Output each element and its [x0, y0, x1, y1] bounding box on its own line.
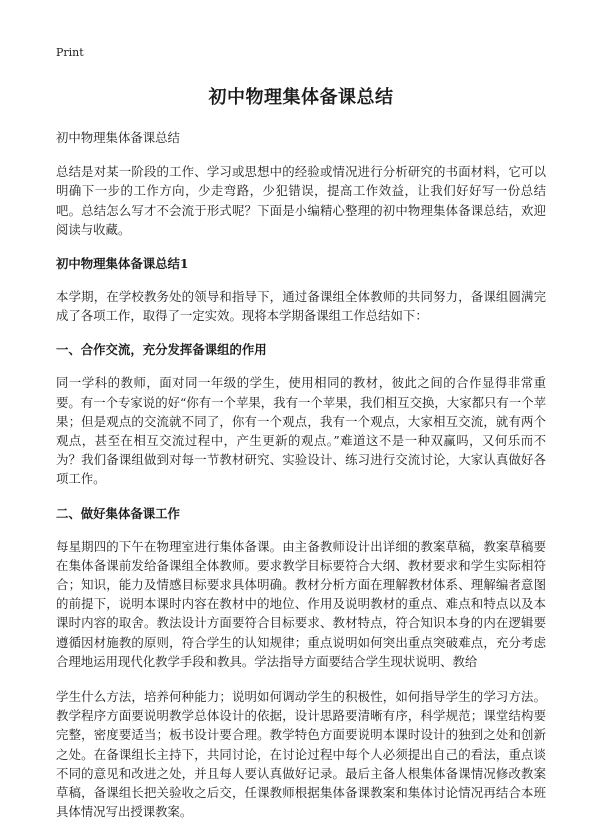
teaching-method-paragraph: 学生什么方法，培养何种能力；说明如何调动学生的积极性，如何指导学生的学习方法。教学程序方面要说明教学总体设计的依据，设计思路要清晰有序，科学规范；课堂结构要完整，密度要适当；板书设计要合理。教学特色方面要说明本课时设计的独到之处和创新之处。在备课组长主持下，共同讨论，在讨论过程中每个人必须提出自己的看法，重点谈不同的意见和改进之处，并且每人要认真做好记录。最后主备人根集体备课情况修改教案草稿，备课组长把关验收之后交，任课教师根据集体备课教案和集体讨论情况再结合本班具体情况写出授课教案。	[56, 689, 546, 820]
document-subtitle: 初中物理集体备课总结	[56, 130, 180, 145]
section-title: 初中物理集体备课总结1	[56, 256, 189, 272]
section-intro-paragraph: 本学期，在学校教务处的领导和指导下，通过备课组全体教师的共同努力，备课组圆满完成了各项工作，取得了一定实效。现将本学期备课组工作总结如下：	[56, 289, 546, 324]
lesson-prep-paragraph: 每星期四的下午在物理室进行集体备课。由主备教师设计出详细的教案草稿，教案草稿要在集体备课前发给备课组全体教师。要求教学目标要符合大纲、教材要求和学生实际相符合；知识，能力及情感目标要求具体明确。教材分析方面在理解教材体系、理解编者意图的前提下，说明本课时内容在教材中的地位、作用及说明教材的重点、难点和特点以及本课时内容的取舍。教法设计方面要符合目标要求、教材特点，符合知识本身的内在逻辑要遵循因材施教的原则，符合学生的认知规律；重点说明如何突出重点突破难点，充分考虑合理地运用现代化教学手段和教具。学法指导方面要结合学生现状说明、教给	[56, 538, 546, 669]
cooperation-paragraph: 同一学科的教师，面对同一年级的学生，使用相同的教材，彼此之间的合作显得非常重要。有一个专家说的好“你有一个苹果，我有一个苹果，我们相互交换，大家都只有一个苹果；但是观点的交流就不同了，你有一个观点，我有一个观点，大家相互交流，就有两个观点，甚至在相互交流过程中，产生更新的观点。”难道这不是一种双赢吗，又何乐而不为？我们备课组做到对每一节教材研究、实验设计、练习进行交流讨论，大家认真做好各项工作。	[56, 375, 546, 487]
heading-cooperation: 一、合作交流，充分发挥备课组的作用	[56, 342, 267, 358]
print-link[interactable]: Print	[56, 46, 84, 59]
document-title: 初中物理集体备课总结	[208, 87, 394, 108]
heading-collective-lesson-prep: 二、做好集体备课工作	[56, 505, 180, 521]
intro-paragraph: 总结是对某一阶段的工作、学习或思想中的经验或情况进行分析研究的书面材料，它可以明确下一步的工作方向，少走弯路，少犯错误，提高工作效益，让我们好好写一份总结吧。总结怎么写才不会流于形式呢？下面是小编精心整理的初中物理集体备课总结，欢迎阅读与收藏。	[56, 164, 546, 237]
